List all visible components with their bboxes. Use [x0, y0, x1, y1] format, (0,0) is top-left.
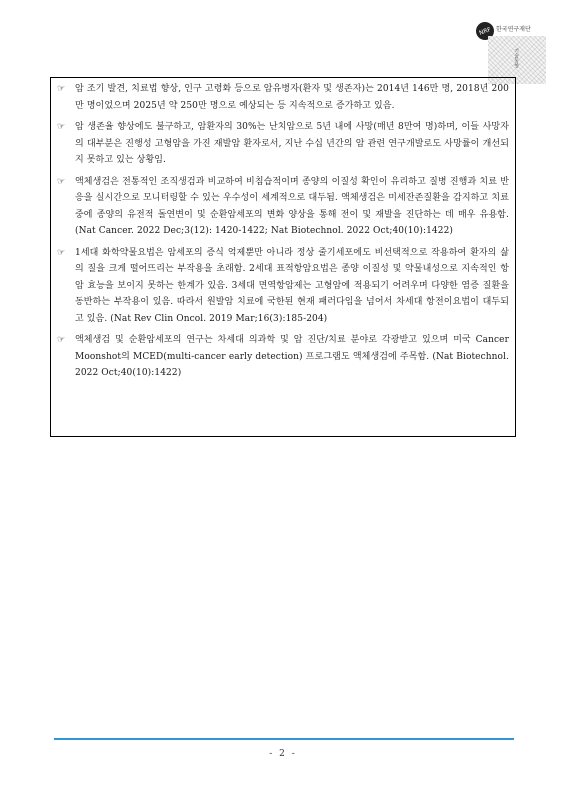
logo-name: 한국연구재단 [496, 26, 531, 33]
item-text: 암 생존율 향상에도 불구하고, 암환자의 30%는 난치암으로 5년 내에 사망(매년 8만여 명)하며, 이들 사망자의 대부분은 진행성 고형암을 가진 재발암 환자로서, 지난 수십 년간의 암 관련 연구개발로도 사망률이 개선되지 못하고 있는 상황임. [75, 122, 509, 165]
summary-box [50, 77, 516, 437]
pointing-hand-icon: ☞ [57, 176, 66, 187]
item-text: 1세대 화학약물요법은 암세포의 증식 억제뿐만 아니라 정상 줄기세포에도 비선택적으로 작용하여 환자의 삶의 질을 크게 떨어뜨리는 부작용을 초래함. 2세대 표적항암요법은 종양 이질성 및 약물내성으로 지속적인 항암 효능을 보이지 못하는 한계가 있음. 3세대 면역항암제는 고형암에 적용되기 어려우며 다양한 염증 질환을 동반하는 부작용이 있음. 따라서 원발암 치료에 국한된 현재 패러다임을 넘어서 차세대 항전이요법이 대두되고 있음. (Nat Rev Clin Oncol. 2019 Mar;16(3):185-204) [75, 247, 509, 324]
pointing-hand-icon: ☞ [57, 122, 66, 132]
list-item [57, 174, 509, 240]
list-item [57, 245, 509, 328]
pointing-hand-icon: ☞ [57, 335, 66, 345]
logo-badge: NRF [473, 19, 496, 42]
item-text: 액체생검 및 순환암세포의 연구는 차세대 의과학 및 암 진단/치료 분야로 각광받고 있으며 미국 Cancer Moonshot의 MCED(multi-cancer early detection) 프로그램도 액체생검에 주목함. (Nat Biotechnol. 2022 Oct;40(10):1422) [75, 335, 509, 378]
pointing-hand-icon: ☞ [57, 247, 66, 258]
list-item [57, 332, 509, 382]
page-number: - 2 - [269, 749, 297, 759]
item-text: 암 조기 발견, 치료법 향상, 인구 고령화 등으로 암유병자(환자 및 생존자)는 2014년 146만 명, 2018년 200만 명이었으며 2025년 약 250만 명으로 예상되는 등 지속적으로 증가하고 있음. [75, 84, 509, 111]
pointing-hand-icon: ☞ [57, 84, 66, 94]
item-text: 액체생검은 전통적인 조직생검과 비교하여 비침습적이며 종양의 이질성 확인이 유리하고 질병 진행과 치료 반응을 실시간으로 모니터링할 수 있는 우수성이 세계적으로 대두됨. 액체생검은 미세잔존질환을 감지하고 치료 중에 종양의 유전적 돌연변이 및 순환암세포의 변화 양상을 통해 전이 및 재발을 진단하는 데 매우 유용함. (Nat Cancer. 2022 Dec;3(12): 1420-1422; Nat Biotechnol. 2022 Oct;40(10):1422) [75, 176, 509, 236]
list-item [57, 81, 509, 114]
footer-divider [54, 738, 514, 740]
list-item [57, 119, 509, 169]
logo-sub: 기술동향 [513, 48, 519, 68]
institution-logo [476, 18, 548, 84]
